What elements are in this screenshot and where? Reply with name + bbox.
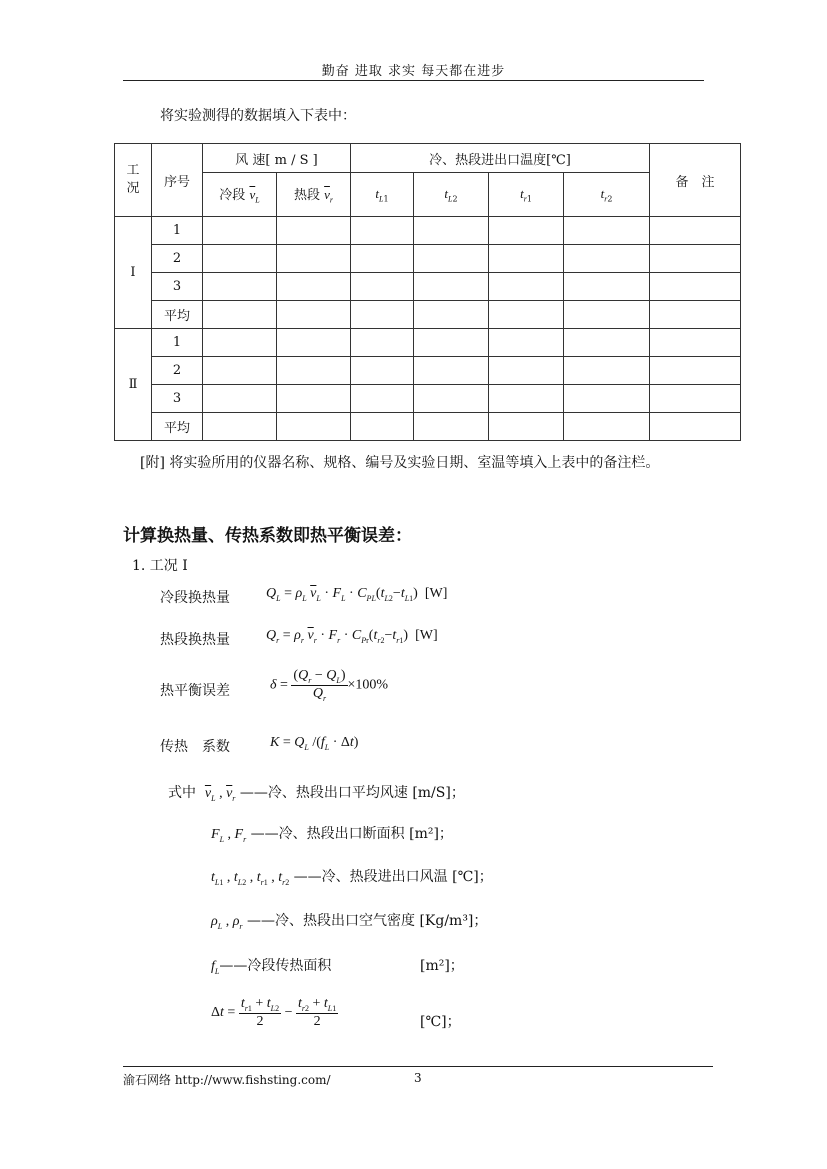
def-intro: 式中 (168, 785, 196, 801)
header-remarks: 备 注 (650, 144, 741, 217)
empty-data-cell[interactable] (414, 273, 489, 301)
empty-data-cell[interactable] (414, 329, 489, 357)
empty-data-cell[interactable] (203, 413, 277, 441)
empty-data-cell[interactable] (351, 273, 414, 301)
def-density: $\rho_L$ , $\rho_r$ ——冷、热段出口空气密度 [Kg/m³]； (211, 913, 488, 931)
data-table (114, 143, 741, 441)
empty-data-cell[interactable] (489, 413, 564, 441)
empty-data-cell[interactable] (277, 329, 351, 357)
empty-data-cell[interactable] (489, 301, 564, 329)
table-row (115, 301, 741, 329)
table-note: [附] 将实验所用的仪器名称、规格、编号及实验日期、室温等填入上表中的备注栏。 (140, 455, 660, 471)
empty-data-cell[interactable] (414, 357, 489, 385)
heat-transfer-coefficient-formula: $K = Q_L$ $/(f_L \cdot \Delta t)$ (270, 735, 359, 752)
footer-rule (123, 1066, 713, 1067)
empty-data-cell[interactable] (351, 385, 414, 413)
condition-cell: Ⅱ (115, 329, 152, 441)
empty-data-cell[interactable] (277, 301, 351, 329)
empty-data-cell[interactable] (203, 273, 277, 301)
empty-data-cell[interactable] (489, 329, 564, 357)
empty-data-cell[interactable] (650, 301, 741, 329)
empty-data-cell[interactable] (351, 217, 414, 245)
empty-data-cell[interactable] (650, 329, 741, 357)
footer-text: 渝石网络 http://www.fishsting.com/ (123, 1073, 331, 1087)
empty-data-cell[interactable] (277, 273, 351, 301)
empty-data-cell[interactable] (277, 385, 351, 413)
empty-data-cell[interactable] (564, 217, 650, 245)
empty-data-cell[interactable] (203, 329, 277, 357)
table-row (115, 329, 741, 357)
empty-data-cell[interactable] (650, 413, 741, 441)
empty-data-cell[interactable] (564, 329, 650, 357)
header-condition: 工况 (115, 144, 152, 217)
header-tr2: $t_{r2}$ (564, 173, 650, 217)
index-cell: 1 (152, 329, 203, 357)
empty-data-cell[interactable] (489, 273, 564, 301)
hot-heat-label: 热段换热量 (160, 632, 230, 648)
index-cell: 平均 (152, 413, 203, 441)
cold-heat-label: 冷段换热量 (160, 590, 230, 606)
empty-data-cell[interactable] (351, 329, 414, 357)
header-wind-speed: 风 速[ m / S ] (203, 144, 351, 173)
header-rule (123, 80, 704, 81)
empty-data-cell[interactable] (650, 217, 741, 245)
delta-t-formula: Δt = $\frac{t_{r1} + t_{L2}}{2}$ − $\frac{t_{r2} + t_{L1}}{2}$ (211, 996, 337, 1029)
empty-data-cell[interactable] (203, 301, 277, 329)
def-area: $F_L$ , $F_r$ ——冷、热段出口断面积 [m²]； (211, 826, 453, 844)
index-cell: 2 (152, 357, 203, 385)
empty-data-cell[interactable] (650, 245, 741, 273)
empty-data-cell[interactable] (564, 413, 650, 441)
empty-data-cell[interactable] (351, 301, 414, 329)
header-index: 序号 (152, 144, 203, 217)
def-heat-area-text: ——冷段传热面积 (219, 958, 332, 974)
def-heat-area: $f_L——$冷段传热面积 (211, 958, 332, 976)
intro-text: 将实验测得的数据填入下表中： (160, 108, 356, 124)
hot-heat-formula: $Q_r = \rho_r$ $\overline{v}_r \cdot F_r \cdot C_{Pr}(t_{r2}-t_{r1})$ [W] (266, 628, 438, 645)
heat-transfer-coefficient-label: 传热 系数 (160, 739, 230, 755)
heat-balance-error-label: 热平衡误差 (160, 683, 230, 699)
empty-data-cell[interactable] (650, 357, 741, 385)
header-tr1: $t_{r1}$ (489, 173, 564, 217)
empty-data-cell[interactable] (414, 245, 489, 273)
empty-data-cell[interactable] (650, 273, 741, 301)
empty-data-cell[interactable] (203, 217, 277, 245)
index-cell: 平均 (152, 301, 203, 329)
empty-data-cell[interactable] (351, 357, 414, 385)
condition-cell: Ⅰ (115, 217, 152, 329)
header-tL1: $t_{L1}$ (351, 173, 414, 217)
empty-data-cell[interactable] (414, 217, 489, 245)
empty-data-cell[interactable] (351, 245, 414, 273)
empty-data-cell[interactable] (564, 301, 650, 329)
header-tL2: $t_{L2}$ (414, 173, 489, 217)
index-cell: 3 (152, 273, 203, 301)
table-row (115, 385, 741, 413)
empty-data-cell[interactable] (564, 273, 650, 301)
index-cell: 2 (152, 245, 203, 273)
empty-data-cell[interactable] (277, 245, 351, 273)
cold-heat-unit: [W] (424, 586, 448, 601)
heat-balance-error-formula: δ = $\frac{(Q_r - Q_L)}{Q_r}$ ×100% (270, 668, 389, 703)
cold-heat-formula: $Q_L = \rho_L$ $\overline{v}_L \cdot F_L \cdot C_{PL}(t_{L2}-t_{L1})$ [W] (266, 586, 448, 603)
empty-data-cell[interactable] (203, 385, 277, 413)
def-temps-text: ——冷、热段进出口风温 [℃]； (293, 869, 493, 885)
header-wind-cold: 冷段 $\overline{v}_L$ (203, 173, 277, 217)
table-row (115, 217, 741, 245)
empty-data-cell[interactable] (489, 217, 564, 245)
empty-data-cell[interactable] (489, 245, 564, 273)
def-density-text: ——冷、热段出口空气密度 [Kg/m³]； (247, 913, 488, 929)
def-velocity-text: ——冷、热段出口平均风速 [m/S]； (239, 785, 465, 801)
case-label: 1. 工况 Ⅰ (132, 558, 188, 574)
wind-hot-label: 热段 (293, 188, 320, 204)
empty-data-cell[interactable] (277, 413, 351, 441)
delta-t-unit: [℃]； (420, 1014, 461, 1030)
error-suffix: ×100% (347, 677, 389, 693)
table-row (115, 245, 741, 273)
header-wind-hot: 热段 $\overline{v}_r$ (277, 173, 351, 217)
empty-data-cell[interactable] (351, 413, 414, 441)
index-cell: 1 (152, 217, 203, 245)
empty-data-cell[interactable] (650, 385, 741, 413)
empty-data-cell[interactable] (414, 301, 489, 329)
empty-data-cell[interactable] (414, 385, 489, 413)
table-row (115, 413, 741, 441)
section-title: 计算换热量、传热系数即热平衡误差： (123, 526, 412, 546)
def-velocity: 式中 $\overline{v}_L$ , $\overline{v}_r$ ——冷、热段出口平均风速 [m/S]； (168, 785, 465, 803)
table-row (115, 357, 741, 385)
table-row (115, 273, 741, 301)
empty-data-cell[interactable] (277, 357, 351, 385)
empty-data-cell[interactable] (489, 357, 564, 385)
empty-data-cell[interactable] (414, 413, 489, 441)
page-number: 3 (414, 1071, 422, 1085)
index-cell: 3 (152, 385, 203, 413)
empty-data-cell[interactable] (489, 385, 564, 413)
header-temperature: 冷、热段进出口温度[℃] (351, 144, 650, 173)
empty-data-cell[interactable] (203, 357, 277, 385)
empty-data-cell[interactable] (564, 245, 650, 273)
wind-cold-label: 冷段 (219, 188, 246, 204)
hot-heat-unit: [W] (415, 628, 438, 643)
def-temps: $t_{L1}$ , $t_{L2}$ , $t_{r1}$ , $t_{r2}$ ——冷、热段进出口风温 [℃]； (211, 869, 493, 887)
empty-data-cell[interactable] (564, 385, 650, 413)
def-heat-area-unit: [m²]； (420, 958, 464, 974)
empty-data-cell[interactable] (203, 245, 277, 273)
page-header: 勤奋 进取 求实 每天都在进步 (321, 64, 506, 79)
def-area-text: ——冷、热段出口断面积 [m²]； (250, 826, 453, 842)
empty-data-cell[interactable] (277, 217, 351, 245)
empty-data-cell[interactable] (564, 357, 650, 385)
